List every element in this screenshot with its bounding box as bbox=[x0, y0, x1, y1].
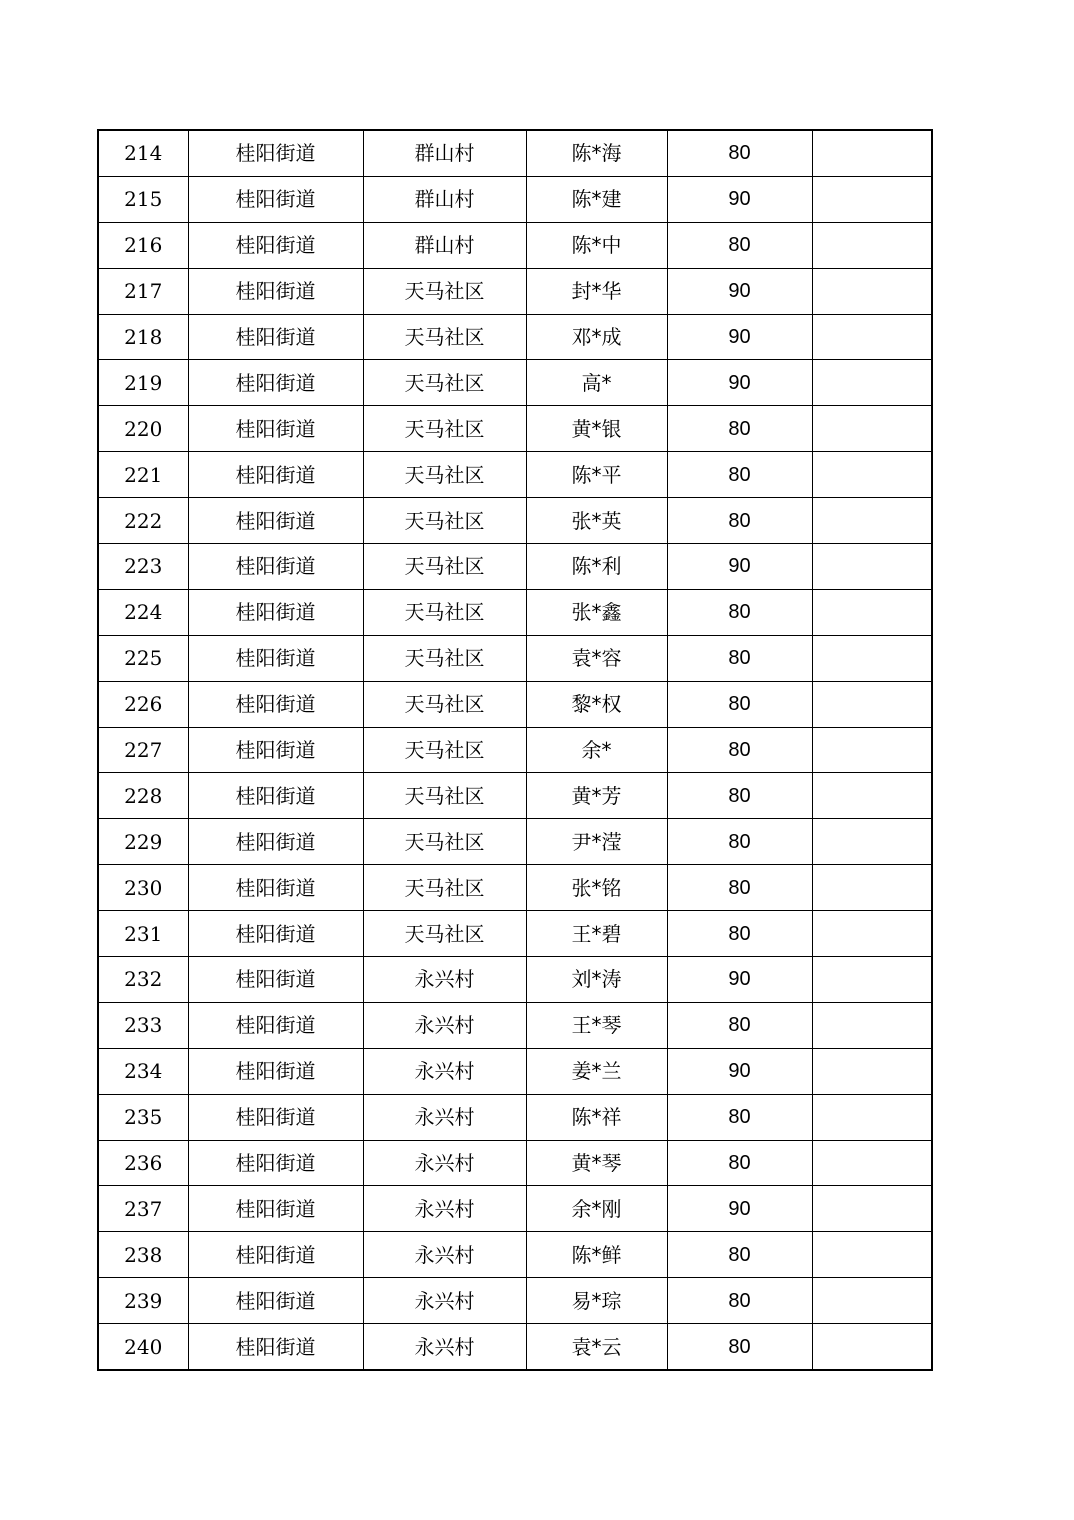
village-cell: 群山村 bbox=[363, 176, 526, 222]
person-name-cell: 黄*银 bbox=[526, 406, 667, 452]
note-cell bbox=[812, 544, 932, 590]
table-row bbox=[98, 819, 932, 865]
street-cell: 桂阳街道 bbox=[188, 452, 363, 498]
table-row bbox=[98, 1232, 932, 1278]
table-row bbox=[98, 727, 932, 773]
village-cell: 永兴村 bbox=[363, 1140, 526, 1186]
table-row bbox=[98, 911, 932, 957]
person-name-cell: 王*碧 bbox=[526, 911, 667, 957]
row-number-cell: 236 bbox=[98, 1140, 188, 1186]
row-number-cell: 232 bbox=[98, 957, 188, 1003]
note-cell bbox=[812, 589, 932, 635]
row-number-cell: 216 bbox=[98, 222, 188, 268]
person-name-cell: 陈*平 bbox=[526, 452, 667, 498]
person-name-cell: 王*琴 bbox=[526, 1002, 667, 1048]
table-row bbox=[98, 452, 932, 498]
street-cell: 桂阳街道 bbox=[188, 727, 363, 773]
village-cell: 天马社区 bbox=[363, 589, 526, 635]
score-cell: 80 bbox=[667, 865, 812, 911]
village-cell: 天马社区 bbox=[363, 773, 526, 819]
village-cell: 永兴村 bbox=[363, 1278, 526, 1324]
person-name-cell: 黄*芳 bbox=[526, 773, 667, 819]
row-number-cell: 239 bbox=[98, 1278, 188, 1324]
village-cell: 天马社区 bbox=[363, 406, 526, 452]
village-cell: 永兴村 bbox=[363, 1324, 526, 1370]
row-number-cell: 230 bbox=[98, 865, 188, 911]
score-cell: 80 bbox=[667, 911, 812, 957]
person-name-cell: 易*琮 bbox=[526, 1278, 667, 1324]
note-cell bbox=[812, 1048, 932, 1094]
table-row bbox=[98, 1094, 932, 1140]
score-cell: 80 bbox=[667, 1002, 812, 1048]
table-row bbox=[98, 589, 932, 635]
street-cell: 桂阳街道 bbox=[188, 1002, 363, 1048]
score-cell: 80 bbox=[667, 1232, 812, 1278]
note-cell bbox=[812, 1186, 932, 1232]
score-cell: 90 bbox=[667, 544, 812, 590]
table-row bbox=[98, 1186, 932, 1232]
person-name-cell: 陈*祥 bbox=[526, 1094, 667, 1140]
roster-table bbox=[97, 129, 933, 1371]
row-number-cell: 227 bbox=[98, 727, 188, 773]
row-number-cell: 228 bbox=[98, 773, 188, 819]
street-cell: 桂阳街道 bbox=[188, 498, 363, 544]
person-name-cell: 尹*滢 bbox=[526, 819, 667, 865]
person-name-cell: 陈*利 bbox=[526, 544, 667, 590]
street-cell: 桂阳街道 bbox=[188, 1324, 363, 1370]
person-name-cell: 陈*海 bbox=[526, 130, 667, 176]
village-cell: 群山村 bbox=[363, 130, 526, 176]
person-name-cell: 封*华 bbox=[526, 268, 667, 314]
table-row bbox=[98, 314, 932, 360]
score-cell: 90 bbox=[667, 1048, 812, 1094]
score-cell: 80 bbox=[667, 589, 812, 635]
score-cell: 80 bbox=[667, 1278, 812, 1324]
note-cell bbox=[812, 773, 932, 819]
street-cell: 桂阳街道 bbox=[188, 1232, 363, 1278]
score-cell: 90 bbox=[667, 176, 812, 222]
row-number-cell: 220 bbox=[98, 406, 188, 452]
person-name-cell: 黄*琴 bbox=[526, 1140, 667, 1186]
village-cell: 天马社区 bbox=[363, 452, 526, 498]
street-cell: 桂阳街道 bbox=[188, 1140, 363, 1186]
village-cell: 天马社区 bbox=[363, 360, 526, 406]
row-number-cell: 217 bbox=[98, 268, 188, 314]
note-cell bbox=[812, 1140, 932, 1186]
note-cell bbox=[812, 1232, 932, 1278]
person-name-cell: 高* bbox=[526, 360, 667, 406]
row-number-cell: 214 bbox=[98, 130, 188, 176]
street-cell: 桂阳街道 bbox=[188, 130, 363, 176]
person-name-cell: 姜*兰 bbox=[526, 1048, 667, 1094]
street-cell: 桂阳街道 bbox=[188, 1278, 363, 1324]
table-row bbox=[98, 360, 932, 406]
street-cell: 桂阳街道 bbox=[188, 681, 363, 727]
street-cell: 桂阳街道 bbox=[188, 865, 363, 911]
row-number-cell: 225 bbox=[98, 635, 188, 681]
score-cell: 80 bbox=[667, 773, 812, 819]
street-cell: 桂阳街道 bbox=[188, 819, 363, 865]
table-row bbox=[98, 865, 932, 911]
row-number-cell: 224 bbox=[98, 589, 188, 635]
note-cell bbox=[812, 865, 932, 911]
row-number-cell: 221 bbox=[98, 452, 188, 498]
street-cell: 桂阳街道 bbox=[188, 268, 363, 314]
street-cell: 桂阳街道 bbox=[188, 1094, 363, 1140]
row-number-cell: 233 bbox=[98, 1002, 188, 1048]
table-row bbox=[98, 544, 932, 590]
table-row bbox=[98, 498, 932, 544]
score-cell: 80 bbox=[667, 222, 812, 268]
village-cell: 永兴村 bbox=[363, 1232, 526, 1278]
village-cell: 天马社区 bbox=[363, 268, 526, 314]
village-cell: 永兴村 bbox=[363, 1186, 526, 1232]
table-row bbox=[98, 1048, 932, 1094]
score-cell: 90 bbox=[667, 360, 812, 406]
score-cell: 90 bbox=[667, 957, 812, 1003]
note-cell bbox=[812, 406, 932, 452]
note-cell bbox=[812, 176, 932, 222]
person-name-cell: 陈*建 bbox=[526, 176, 667, 222]
village-cell: 群山村 bbox=[363, 222, 526, 268]
note-cell bbox=[812, 130, 932, 176]
score-cell: 90 bbox=[667, 1186, 812, 1232]
row-number-cell: 223 bbox=[98, 544, 188, 590]
note-cell bbox=[812, 1094, 932, 1140]
village-cell: 天马社区 bbox=[363, 865, 526, 911]
village-cell: 天马社区 bbox=[363, 911, 526, 957]
person-name-cell: 黎*权 bbox=[526, 681, 667, 727]
score-cell: 90 bbox=[667, 268, 812, 314]
score-cell: 80 bbox=[667, 1094, 812, 1140]
score-cell: 80 bbox=[667, 1324, 812, 1370]
village-cell: 天马社区 bbox=[363, 635, 526, 681]
score-cell: 80 bbox=[667, 452, 812, 498]
note-cell bbox=[812, 452, 932, 498]
table-row bbox=[98, 957, 932, 1003]
village-cell: 永兴村 bbox=[363, 1048, 526, 1094]
row-number-cell: 229 bbox=[98, 819, 188, 865]
person-name-cell: 张*英 bbox=[526, 498, 667, 544]
person-name-cell: 刘*涛 bbox=[526, 957, 667, 1003]
village-cell: 天马社区 bbox=[363, 498, 526, 544]
village-cell: 永兴村 bbox=[363, 957, 526, 1003]
table-row bbox=[98, 176, 932, 222]
row-number-cell: 219 bbox=[98, 360, 188, 406]
street-cell: 桂阳街道 bbox=[188, 314, 363, 360]
table-row bbox=[98, 635, 932, 681]
note-cell bbox=[812, 819, 932, 865]
row-number-cell: 218 bbox=[98, 314, 188, 360]
street-cell: 桂阳街道 bbox=[188, 360, 363, 406]
village-cell: 天马社区 bbox=[363, 819, 526, 865]
table-row bbox=[98, 268, 932, 314]
note-cell bbox=[812, 1002, 932, 1048]
row-number-cell: 235 bbox=[98, 1094, 188, 1140]
score-cell: 90 bbox=[667, 314, 812, 360]
village-cell: 天马社区 bbox=[363, 544, 526, 590]
note-cell bbox=[812, 681, 932, 727]
note-cell bbox=[812, 360, 932, 406]
street-cell: 桂阳街道 bbox=[188, 1048, 363, 1094]
score-cell: 80 bbox=[667, 406, 812, 452]
row-number-cell: 240 bbox=[98, 1324, 188, 1370]
street-cell: 桂阳街道 bbox=[188, 911, 363, 957]
street-cell: 桂阳街道 bbox=[188, 544, 363, 590]
row-number-cell: 234 bbox=[98, 1048, 188, 1094]
score-cell: 80 bbox=[667, 1140, 812, 1186]
table-row bbox=[98, 681, 932, 727]
person-name-cell: 张*铭 bbox=[526, 865, 667, 911]
person-name-cell: 余* bbox=[526, 727, 667, 773]
score-cell: 80 bbox=[667, 130, 812, 176]
score-cell: 80 bbox=[667, 681, 812, 727]
person-name-cell: 陈*中 bbox=[526, 222, 667, 268]
row-number-cell: 222 bbox=[98, 498, 188, 544]
note-cell bbox=[812, 498, 932, 544]
table-row bbox=[98, 1324, 932, 1370]
person-name-cell: 袁*云 bbox=[526, 1324, 667, 1370]
score-cell: 80 bbox=[667, 727, 812, 773]
person-name-cell: 余*刚 bbox=[526, 1186, 667, 1232]
note-cell bbox=[812, 635, 932, 681]
street-cell: 桂阳街道 bbox=[188, 773, 363, 819]
note-cell bbox=[812, 268, 932, 314]
street-cell: 桂阳街道 bbox=[188, 406, 363, 452]
village-cell: 天马社区 bbox=[363, 681, 526, 727]
note-cell bbox=[812, 957, 932, 1003]
row-number-cell: 237 bbox=[98, 1186, 188, 1232]
table-row bbox=[98, 1140, 932, 1186]
note-cell bbox=[812, 1278, 932, 1324]
street-cell: 桂阳街道 bbox=[188, 589, 363, 635]
roster-table-body bbox=[98, 130, 932, 1370]
table-row bbox=[98, 773, 932, 819]
street-cell: 桂阳街道 bbox=[188, 176, 363, 222]
note-cell bbox=[812, 314, 932, 360]
village-cell: 天马社区 bbox=[363, 727, 526, 773]
note-cell bbox=[812, 911, 932, 957]
table-row bbox=[98, 130, 932, 176]
note-cell bbox=[812, 1324, 932, 1370]
row-number-cell: 238 bbox=[98, 1232, 188, 1278]
village-cell: 天马社区 bbox=[363, 314, 526, 360]
row-number-cell: 215 bbox=[98, 176, 188, 222]
village-cell: 永兴村 bbox=[363, 1002, 526, 1048]
note-cell bbox=[812, 727, 932, 773]
table-row bbox=[98, 222, 932, 268]
person-name-cell: 邓*成 bbox=[526, 314, 667, 360]
row-number-cell: 226 bbox=[98, 681, 188, 727]
street-cell: 桂阳街道 bbox=[188, 1186, 363, 1232]
note-cell bbox=[812, 222, 932, 268]
street-cell: 桂阳街道 bbox=[188, 635, 363, 681]
score-cell: 80 bbox=[667, 635, 812, 681]
street-cell: 桂阳街道 bbox=[188, 957, 363, 1003]
street-cell: 桂阳街道 bbox=[188, 222, 363, 268]
table-row bbox=[98, 406, 932, 452]
village-cell: 永兴村 bbox=[363, 1094, 526, 1140]
row-number-cell: 231 bbox=[98, 911, 188, 957]
person-name-cell: 张*鑫 bbox=[526, 589, 667, 635]
score-cell: 80 bbox=[667, 498, 812, 544]
score-cell: 80 bbox=[667, 819, 812, 865]
table-row bbox=[98, 1002, 932, 1048]
table-row bbox=[98, 1278, 932, 1324]
person-name-cell: 袁*容 bbox=[526, 635, 667, 681]
person-name-cell: 陈*鲜 bbox=[526, 1232, 667, 1278]
